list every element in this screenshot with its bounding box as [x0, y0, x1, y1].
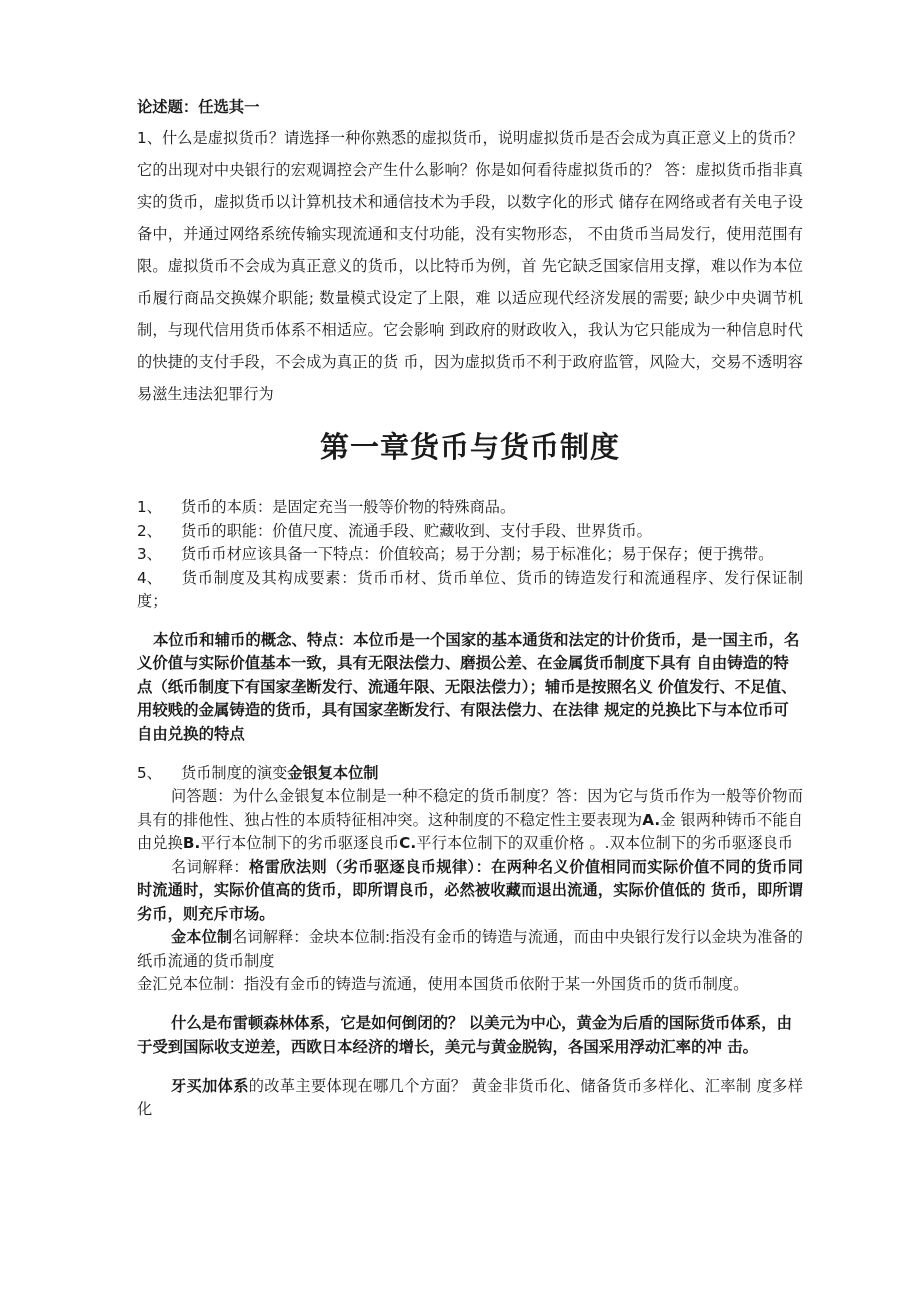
term-definition-label: 名词解释： — [171, 857, 250, 876]
numbered-item-1 — [137, 496, 803, 520]
bretton-woods-paragraph: 什么是布雷顿森林体系，它是如何倒闭的？ 以美元为中心，黄金为后盾的国际货币体系，由于受到国际收支逆差，西欧日本经济的增长，美元与黄金脱钩，各国采用浮动汇率的冲 击。 — [137, 1014, 792, 1056]
list-marker-5: 5、 — [137, 763, 162, 782]
qa-option-a-text: 金 银两种铸币不能自由兑换 — [137, 810, 803, 853]
jamaica-system-label: 牙买加体系 — [171, 1076, 249, 1095]
gold-exchange-standard-paragraph: 金汇兑本位制：指没有金币的铸造与流通，使用本国货币依附于某一外国货币的货币制度。 — [137, 975, 749, 994]
qa-option-c-text: 平行本位制下的双重价格 。.双本位制下的劣币驱逐良币 — [416, 834, 794, 853]
numbered-item-5 — [137, 762, 803, 786]
document-content — [137, 92, 803, 1122]
list-marker-2: 2、 — [137, 521, 162, 540]
title-spacer — [137, 470, 803, 496]
list-marker-1: 1、 — [137, 498, 162, 516]
qa-option-a-label: A. — [642, 810, 661, 829]
qa-option-c-label: C. — [399, 834, 417, 853]
jamaica-system-text: 的改革主要体现在哪几个方面？ 黄金非货币化、储备货币多样化、汇率制 度多样化 — [137, 1076, 804, 1119]
essay-question-answer-paragraph: 1、什么是虚拟货币？请选择一种你熟悉的虚拟货币，说明虚拟货币是否会成为真正意义上的货币？它的出现对中央银行的宏观调控会产生什么影响？你是如何看待虚拟货币的？ 答：虚拟货币指非真实的货币，虚拟货币以计算机技术和通信技术为手段，以数字化的形式 储存在网络或者有关电子设备中，并通过网络系统传输实现流通和支付功能，没有实物形态， 不由货币当局发行，使用范围有限。虚拟货币不会成为真正意义的货币，以比特币为例，首 先它缺乏国家信用支撑，难以作为本位币履行商品交换媒介职能; 数量模式设定了上限，难 以适应现代经济发展的需要; 缺少中央调节机制，与现代信用货币体系不相适应。它会影响 到政府的财政收入，我认为它只能成为一种信息时代的快捷的支付手段，不会成为真正的货 币，因为虚拟货币不利于政府监管，风险大，交易不透明容易滋生违法犯罪行为 — [137, 129, 803, 403]
essay-section-heading: 论述题：任选其一 — [137, 98, 260, 116]
numbered-item-2 — [137, 520, 803, 544]
qa-paragraph — [137, 785, 803, 856]
jamaica-system-paragraph — [137, 1075, 803, 1122]
list-marker-3: 3、 — [137, 545, 162, 563]
chapter-title: 第一章货币与货币制度 — [319, 430, 620, 464]
gold-standard-text: 名词解释：金块本位制:指没有金币的铸造与流通，而由中央银行发行以金块为准备的纸币流通的货币制度 — [137, 928, 804, 970]
list-text-5-bold: 金银复本位制 — [287, 763, 379, 782]
gold-standard-paragraph — [137, 926, 803, 973]
list-text-4: 货币制度及其构成要素：货币币材、货币单位、货币的铸造发行和流通程序、发行保证制度； — [137, 568, 803, 610]
qa-option-b-label: B. — [182, 834, 201, 853]
qa-lead-text: 问答题：为什么金银复本位制是一种不稳定的货币制度？答：因为它与货币作为一般等价物而具有的排他性、独占性的本质特征相冲突。这种制度的不稳定性主要表现为 — [137, 787, 803, 829]
list-marker-4: 4、 — [137, 568, 162, 587]
qa-option-b-text: 平行本位制下的劣币驱逐良币 — [200, 834, 400, 853]
numbered-item-4 — [137, 567, 803, 614]
standard-currency-paragraph: 本位币和辅币的概念、特点：本位币是一个国家的基本通货和法定的计价货币，是一国主币，名义价值与实际价值基本一致，具有无限法偿力、磨损公差、在金属货币制度下具有 自由铸造的特点（纸币制度下有国家垄断发行、流通年限、无限法偿力）；辅币是按照名义 价值发行、不足值、用较贱的金属铸造的货币，具有国家垄断发行、有限法偿力、在法律 规定的兑换比下与本位币可自由兑换的特点 — [137, 630, 800, 743]
list-text-3: 货币币材应该具备一下特点：价值较高；易于分割；易于标准化；易于保存；便于携带。 — [181, 545, 774, 563]
gresham-law-paragraph — [137, 856, 803, 927]
gold-standard-label: 金本位制 — [171, 928, 233, 947]
gresham-law-text: 格雷欣法则（劣币驱逐良币规律）：在两种名义价值相同而实际价值不同的货币同时流通时，实际价值高的货币，即所谓良币，必然被收藏而退出流通，实际价值低的 货币，即所谓劣币，则充斥市场。 — [137, 857, 804, 923]
list-text-2: 货币的职能：价值尺度、流通手段、贮藏收到、支付手段、世界货币。 — [181, 521, 652, 540]
list-text-5-normal: 货币制度的演变 — [181, 763, 288, 782]
list-text-1: 货币的本质：是固定充当一般等价物的特殊商品。 — [181, 498, 516, 516]
numbered-item-3 — [137, 543, 803, 567]
